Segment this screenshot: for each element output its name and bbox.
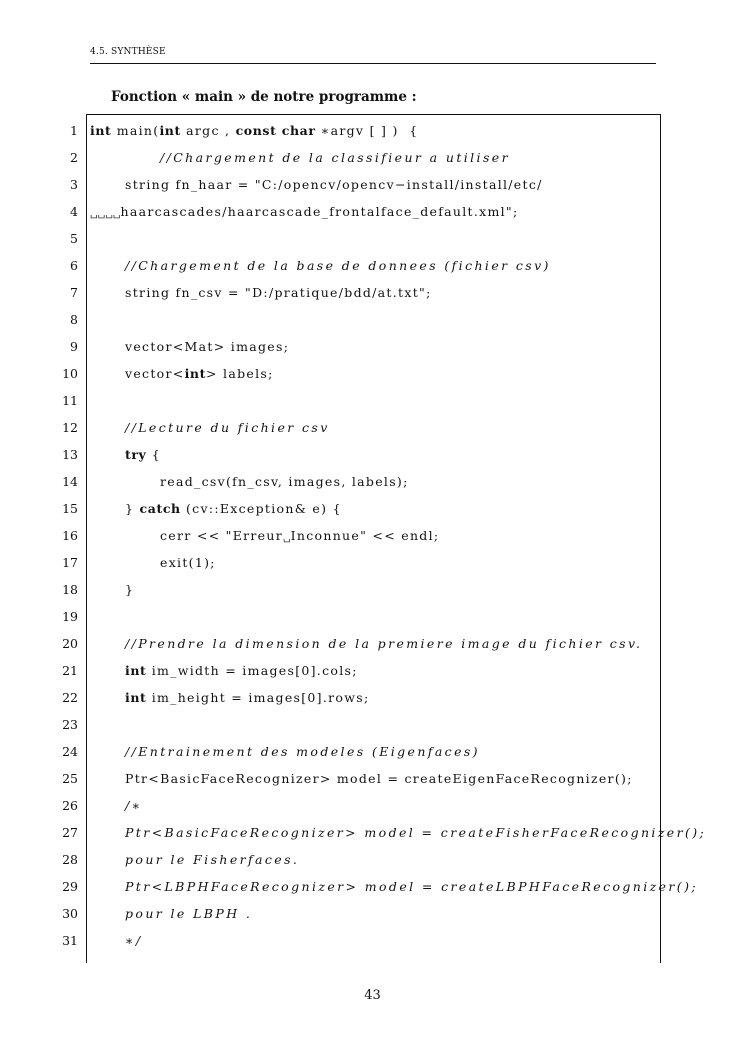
code-line — [0, 171, 745, 198]
line-number: 28 — [62, 852, 78, 867]
code-keyword: int — [184, 366, 206, 381]
code-line — [0, 522, 745, 549]
code-keyword: int — [159, 123, 181, 138]
code-line — [0, 846, 745, 873]
code-text — [160, 522, 439, 551]
code-line — [0, 279, 745, 306]
code-comment — [125, 738, 480, 765]
code-line — [0, 900, 745, 927]
code-token: im_width = images[0].cols; — [146, 663, 358, 678]
code-token: string fn_csv = "D:/pratique/bdd/at.txt"; — [125, 285, 432, 300]
code-text — [125, 495, 342, 522]
code-line — [0, 414, 745, 441]
code-line — [0, 927, 745, 954]
code-token: //Entrainement des modeles (Eigenfaces) — [125, 744, 480, 759]
code-token: /∗ — [125, 798, 143, 813]
code-token: } — [125, 501, 140, 516]
code-token: ∗/ — [125, 933, 143, 948]
code-line — [0, 549, 745, 576]
code-token: argc , — [180, 123, 236, 138]
code-token: Inconnue" << endl; — [290, 528, 440, 543]
code-line — [0, 387, 745, 414]
code-token: pour le Fisherfaces. — [125, 852, 300, 867]
code-line — [0, 252, 745, 279]
code-token: //Chargement de la base de donnees (fichier csv) — [125, 258, 551, 273]
code-comment — [125, 927, 143, 954]
code-token: string fn_haar = "C:/opencv/opencv−install/install/etc/ — [125, 177, 543, 192]
code-token: exit(1); — [160, 555, 216, 570]
line-number: 9 — [70, 339, 78, 354]
line-number: 29 — [62, 879, 78, 894]
line-number: 19 — [62, 609, 78, 624]
code-keyword: const — [235, 123, 277, 138]
code-text — [125, 576, 134, 603]
line-number: 30 — [62, 906, 78, 921]
code-token: haarcascades/haarcascade_frontalface_default.xml"; — [120, 204, 519, 219]
code-line — [0, 360, 745, 387]
code-text — [125, 657, 358, 684]
code-comment — [125, 630, 642, 657]
code-token: > labels; — [205, 366, 274, 381]
running-head: 4.5. SYNTHÈSE — [90, 47, 166, 57]
code-text — [125, 171, 543, 198]
line-number: 23 — [62, 717, 78, 732]
code-keyword: char — [281, 123, 316, 138]
code-line — [0, 738, 745, 765]
line-number: 2 — [70, 150, 78, 165]
line-number: 11 — [62, 393, 78, 408]
code-token: //Chargement de la classifieur a utiliser — [160, 150, 510, 165]
code-token: vector<Mat> images; — [125, 339, 290, 354]
code-comment — [125, 414, 330, 441]
page-number: 43 — [364, 988, 381, 1003]
code-keyword: int — [125, 663, 147, 678]
code-token: (cv::Exception& e) { — [180, 501, 342, 516]
code-token: //Lecture du fichier csv — [125, 420, 330, 435]
code-text — [125, 279, 432, 306]
code-line — [0, 630, 745, 657]
line-number: 18 — [62, 582, 78, 597]
code-line — [0, 306, 745, 333]
code-text — [125, 441, 161, 468]
code-line — [0, 657, 745, 684]
code-text — [90, 198, 519, 227]
code-line — [0, 792, 745, 819]
code-line — [0, 873, 745, 900]
code-text — [125, 360, 274, 387]
code-line — [0, 117, 745, 144]
code-token: } — [125, 582, 135, 597]
line-number: 26 — [62, 798, 78, 813]
code-keyword: int — [125, 690, 147, 705]
line-number: 20 — [62, 636, 78, 651]
code-line — [0, 468, 745, 495]
code-line — [0, 603, 745, 630]
code-line — [0, 144, 745, 171]
code-token: im_height = images[0].rows; — [146, 690, 370, 705]
code-token: Ptr<BasicFaceRecognizer> model = createFisherFaceRecognizer(); — [125, 825, 707, 840]
code-line — [0, 819, 745, 846]
line-number: 15 — [62, 501, 78, 516]
code-line — [0, 765, 745, 792]
line-number: 31 — [62, 933, 78, 948]
code-line — [0, 711, 745, 738]
code-token: vector< — [125, 366, 185, 381]
listing-caption: Fonction « main » de notre programme : — [111, 89, 417, 105]
code-line — [0, 198, 745, 225]
code-text — [160, 468, 409, 495]
code-token: Ptr<BasicFaceRecognizer> model = createEigenFaceRecognizer(); — [125, 771, 633, 786]
code-line — [0, 225, 745, 252]
code-line — [0, 495, 745, 522]
code-line — [0, 684, 745, 711]
code-token: { — [146, 447, 161, 462]
header-rule — [90, 63, 656, 64]
code-token: //Prendre la dimension de la premiere image du fichier csv. — [125, 636, 643, 651]
line-number: 10 — [62, 366, 78, 381]
code-text — [125, 765, 633, 792]
code-comment — [125, 252, 551, 279]
line-number: 21 — [62, 663, 78, 678]
code-line — [0, 333, 745, 360]
code-line — [0, 441, 745, 468]
code-comment — [125, 819, 706, 846]
code-keyword: int — [90, 123, 112, 138]
code-comment — [125, 792, 143, 819]
line-number: 14 — [62, 474, 78, 489]
line-number: 12 — [62, 420, 78, 435]
line-number: 22 — [62, 690, 78, 705]
code-text — [125, 333, 289, 360]
code-comment — [125, 846, 299, 873]
line-number: 27 — [62, 825, 78, 840]
code-line — [0, 576, 745, 603]
line-number: 25 — [62, 771, 78, 786]
code-token: Ptr<LBPHFaceRecognizer> model = createLBPHFaceRecognizer(); — [125, 879, 698, 894]
code-comment — [125, 873, 698, 900]
line-number: 13 — [62, 447, 78, 462]
code-token: read_csv(fn_csv, images, labels); — [160, 474, 409, 489]
line-number: 16 — [62, 528, 78, 543]
line-number: 7 — [70, 285, 78, 300]
code-keyword: catch — [139, 501, 181, 516]
code-token: pour le LBPH . — [125, 906, 253, 921]
code-token: cerr << "Erreur — [160, 528, 283, 543]
line-number: 6 — [70, 258, 78, 273]
code-comment — [125, 900, 252, 927]
line-number: 24 — [62, 744, 78, 759]
code-token: main( — [111, 123, 160, 138]
visible-space-marker: ␣␣␣␣ — [90, 208, 121, 219]
line-number: 4 — [70, 204, 78, 219]
line-number: 1 — [70, 123, 78, 138]
code-keyword: try — [125, 447, 147, 462]
line-number: 5 — [70, 231, 78, 246]
code-comment — [160, 144, 510, 171]
code-text — [125, 684, 369, 711]
visible-space-marker: ␣ — [283, 532, 291, 543]
code-token: ∗argv [ ] ) { — [315, 123, 419, 138]
line-number: 17 — [62, 555, 78, 570]
line-number: 3 — [70, 177, 78, 192]
code-text — [90, 117, 418, 144]
code-text — [160, 549, 216, 576]
line-number: 8 — [70, 312, 78, 327]
